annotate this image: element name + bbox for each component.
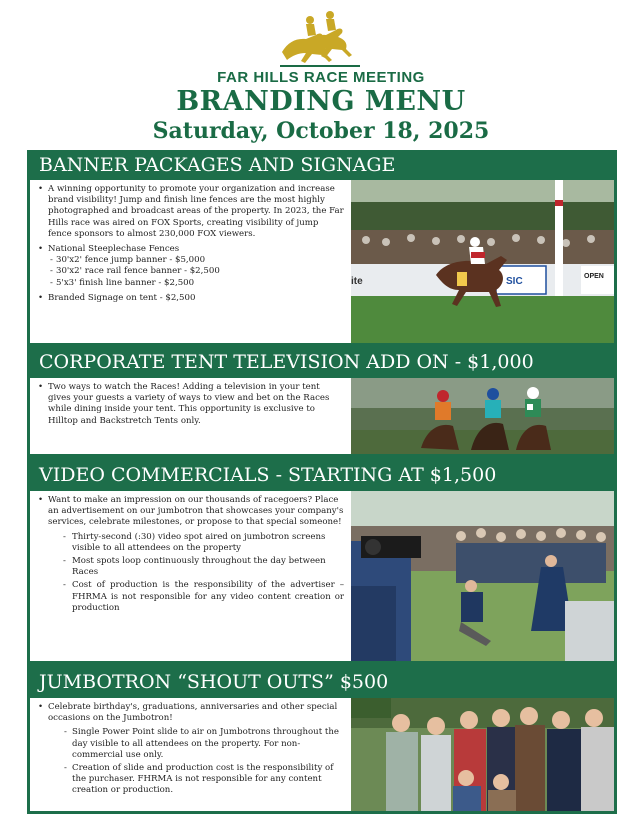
list-item: - Thirty-second (:30) video spot aired on jumbotron screens visible to all attendees on the property xyxy=(36,532,344,554)
proposal-camera-crowd-photo xyxy=(351,491,614,661)
group-friends-photo xyxy=(351,698,614,811)
list-item: - 30'x2' race rail fence banner - $2,500 xyxy=(50,266,220,277)
list-item: - Cost of production is the responsibility of the advertiser – FHRMA is not responsible for any video content creation or production xyxy=(36,580,344,614)
section-heading-shout-outs: JUMBOTRON “SHOUT OUTS” $500 xyxy=(27,667,617,697)
section-shout-outs xyxy=(30,698,614,811)
list-item: - 30'x2' fence jump banner - $5,000 xyxy=(50,255,206,266)
menu-frame xyxy=(27,150,617,814)
svg-text:SIC: SIC xyxy=(506,276,523,287)
list-item: • Two ways to watch the Races! Adding a television in your tent gives your guests a variety of ways to view and bet on the Races while dining inside your tent. This opportunity is exclusive to Hilltop and Backstretch Tents only. xyxy=(36,382,344,427)
fence-list xyxy=(36,255,344,289)
list-item: • National Steeplechase Fences xyxy=(36,244,344,255)
list-item: - Creation of slide and production cost is the responsibility of the purchaser. FHRMA is not responsible for any content creation or production. xyxy=(36,763,344,797)
section-heading-banner-packages: BANNER PACKAGES AND SIGNAGE xyxy=(27,150,617,180)
banner-packages-text xyxy=(30,180,348,343)
section-heading-tent-television: CORPORATE TENT TELEVISION ADD ON - $1,000 xyxy=(27,347,617,377)
list-item: - 5'x3' finish line banner - $2,500 xyxy=(50,277,195,288)
video-commercials-text xyxy=(30,491,348,661)
list-item: - Most spots loop continuously throughout the day between Races xyxy=(36,556,344,578)
list-item: • Celebrate birthday's, graduations, anniversaries and other special occasions on the Jumbotron! xyxy=(36,702,344,724)
page-title: BRANDING MENU xyxy=(176,86,466,117)
list-item: • Branded Signage on tent - $2,500 xyxy=(36,293,344,304)
page-header xyxy=(0,0,642,150)
list-item: • A winning opportunity to promote your organization and increase brand visibility! Jump and finish line fences are the most highly photographed and broadcast areas of the property. In 2023, the Far Hills race was aired on FOX Sports, creating visibility of jump fence sponsors to almost 230,000 FOX viewers. xyxy=(36,184,344,240)
shout-outs-text xyxy=(30,698,348,811)
list-item: • Want to make an impression on our thousands of racegoers? Place an advertisement on our jumbotron that showcases your company's services, celebrate milestones, or propose to that special someone! xyxy=(36,495,344,529)
section-heading-video-commercials: VIDEO COMMERCIALS - STARTING AT $1,500 xyxy=(27,460,617,490)
section-banner-packages xyxy=(30,180,614,343)
section-tent-television xyxy=(30,378,614,454)
horse-racing-logo xyxy=(272,8,368,74)
jockeys-racing-photo xyxy=(351,378,614,454)
svg-text:OPEN: OPEN xyxy=(584,273,604,280)
organization-name: FAR HILLS RACE MEETING xyxy=(217,69,425,86)
section-video-commercials xyxy=(30,491,614,661)
event-date: Saturday, October 18, 2025 xyxy=(152,118,490,144)
tent-television-text xyxy=(30,378,348,454)
steeplechase-jump-photo xyxy=(351,180,614,343)
svg-text:ite: ite xyxy=(351,276,363,287)
list-item: - Single Power Point slide to air on Jumbotrons throughout the day visible to all attendees on the property. For non-commercial use only. xyxy=(36,727,344,761)
